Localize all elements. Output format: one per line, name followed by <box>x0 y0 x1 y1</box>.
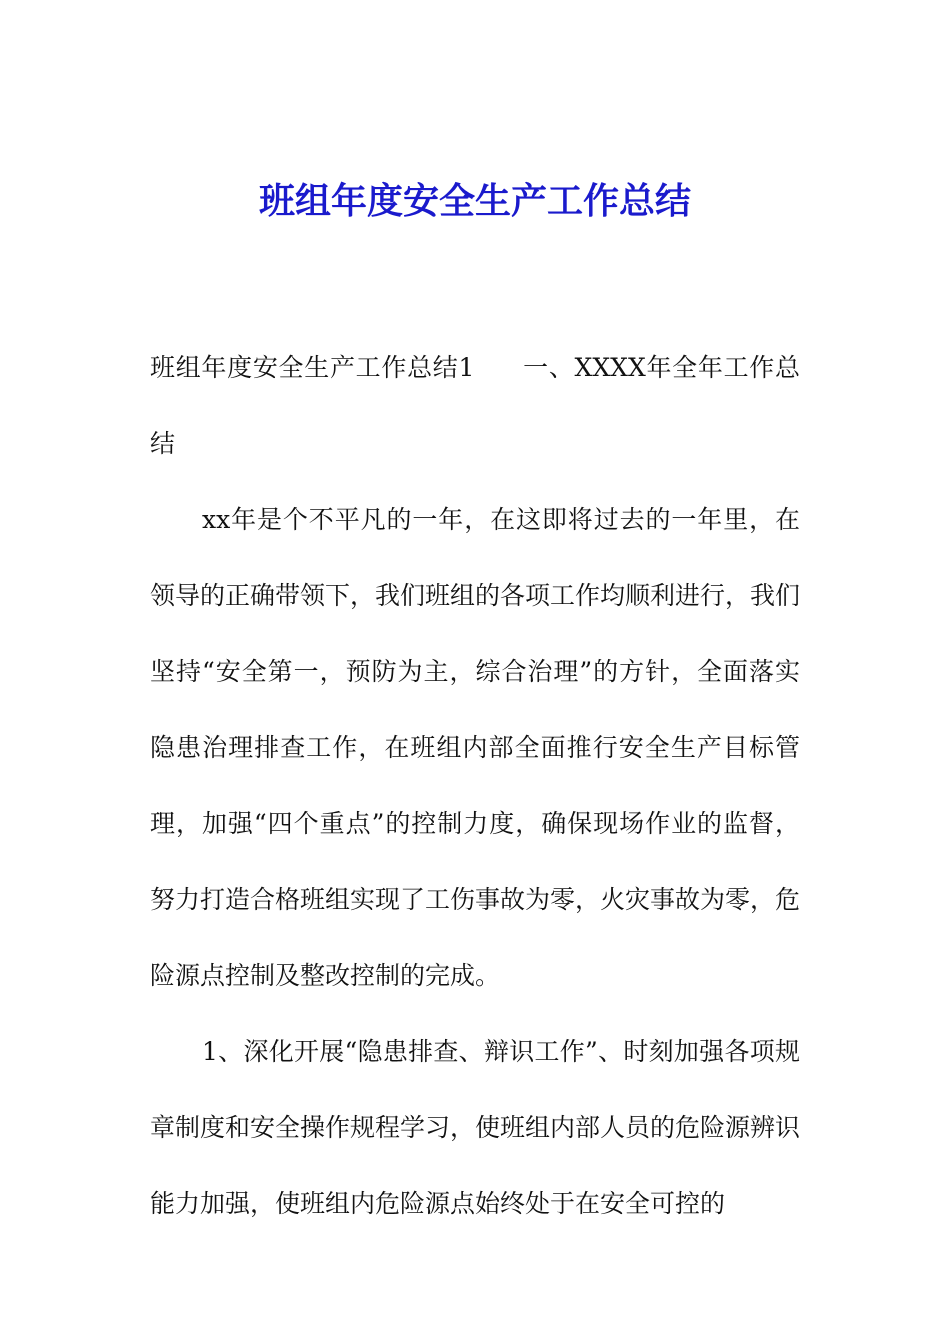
paragraph-2: 1、深化开展“隐患排查、辩识工作”、时刻加强各项规章制度和安全操作规程学习，使班组内部人员的危险源辨识能力加强，使班组内危险源点始终处于在安全可控的 <box>150 1037 801 1218</box>
section-heading-line <box>150 330 800 482</box>
section-heading: 一、XXXX年全年工作总结 <box>150 353 800 458</box>
document-title: 班组年度安全生产工作总结 <box>258 181 691 222</box>
document-body <box>150 330 800 1242</box>
paragraph-1: xx年是个不平凡的一年，在这即将过去的一年里，在领导的正确带领下，我们班组的各项工作均顺利进行，我们坚持“安全第一，预防为主，综合治理”的方针，全面落实隐患治理排查工作，在班组内部全面推行安全生产目标管理，加强“四个重点”的控制力度，确保现场作业的监督，努力打造合格班组实现了工伤事故为零，火灾事故为零，危险源点控制及整改控制的完成。 <box>150 505 801 990</box>
summary-heading: 班组年度安全生产工作总结1 <box>150 353 475 382</box>
